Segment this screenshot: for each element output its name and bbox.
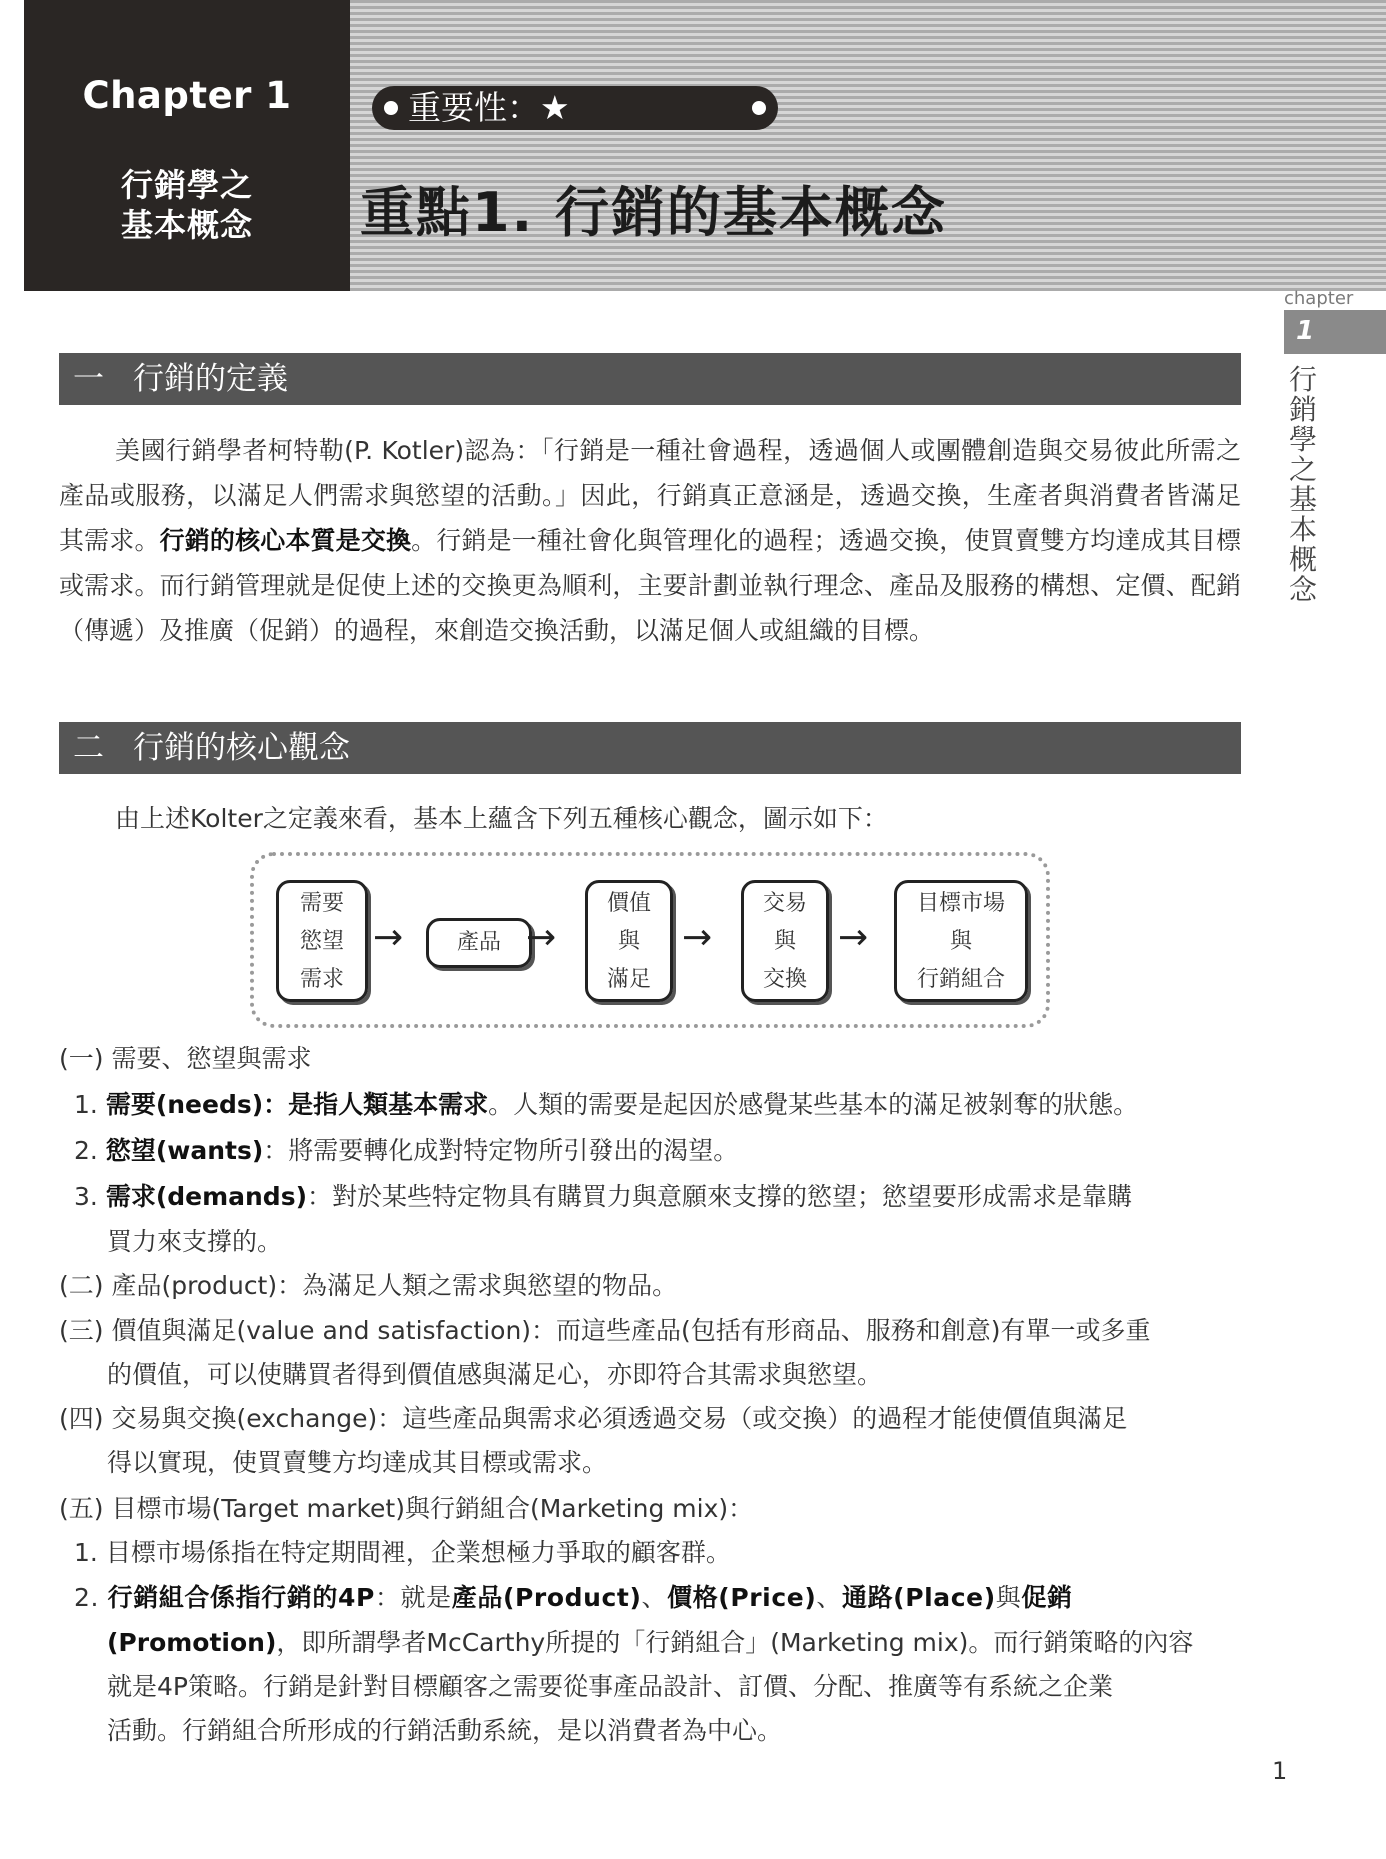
header-stripes xyxy=(350,0,1386,291)
term-bold: 行銷組合係指行銷的4P xyxy=(107,1583,375,1612)
page-number: 1 xyxy=(1272,1757,1288,1785)
term-bold: 慾望(wants) xyxy=(105,1136,264,1165)
term-bold: 價格(Price) xyxy=(667,1583,817,1612)
item-value-cont: 的價值，可以使購買者得到價值感與滿足心，亦即符合其需求與慾望。 xyxy=(107,1360,883,1389)
diagram-box-line: 價值 xyxy=(606,891,651,916)
term-bold: 需要(needs)：是指人類基本需求 xyxy=(105,1090,489,1119)
definition-paragraph xyxy=(59,428,1241,653)
bullet-dot-icon xyxy=(384,101,398,115)
diagram-box-exchange xyxy=(741,880,829,1002)
diagram-box-value xyxy=(585,880,673,1002)
chapter-title-line2: 基本概念 xyxy=(120,206,253,244)
diagram-box-line: 交易 xyxy=(762,891,807,916)
arrow-right-icon: → xyxy=(373,917,404,958)
diagram-box-line: 慾望 xyxy=(299,929,344,954)
term-desc: 、 xyxy=(816,1583,842,1612)
term-desc: 、 xyxy=(641,1583,668,1612)
definition-emphasis: 行銷的核心本質是交換 xyxy=(159,526,412,555)
term-desc: 與 xyxy=(995,1583,1022,1612)
diagram-box-needs xyxy=(276,880,368,1002)
diagram-box-line: 交換 xyxy=(762,967,807,992)
diagram-box-product xyxy=(426,918,532,968)
chapter-label: Chapter 1 xyxy=(82,74,292,117)
term-desc: 目標市場係指在特定期間裡，企業想極力爭取的顧客群。 xyxy=(105,1538,731,1567)
section-number: 一 xyxy=(73,361,104,397)
term-bold: 產品(Product) xyxy=(451,1583,642,1612)
side-tab-title: 行銷學之基本概念 xyxy=(1288,363,1317,606)
list-number: 1. xyxy=(74,1538,98,1567)
definition-text: 美國行銷學者柯特勒(P. Kotler)認為：「行銷是一種社會過程，透過個人或團體創造與交易彼此所需之產品或服務，以滿足人們需求與慾望的活動。」因此，行銷真正意涵是，透過交換，生產者與消費者皆滿足其需求。 xyxy=(59,436,1241,555)
item-exchange-cont: 得以實現，使買賣雙方均達成其目標或需求。 xyxy=(107,1448,608,1477)
term-desc: 。人類的需要是起因於感覺某些基本的滿足被剝奪的狀態。 xyxy=(488,1090,1139,1119)
item-exchange: (四) 交易與交換(exchange)：這些產品與需求必須透過交易（或交換）的過程才能使價值與滿足 xyxy=(59,1404,1128,1433)
list-number: 2. xyxy=(74,1583,100,1612)
section-header-core-concepts xyxy=(59,722,1241,774)
core-concepts-diagram xyxy=(250,852,1050,1028)
core-concepts-intro: 由上述Kolter之定義來看，基本上蘊含下列五種核心觀念，圖示如下： xyxy=(115,804,888,833)
list-number: 1. xyxy=(74,1090,98,1119)
section-title: 行銷的核心觀念 xyxy=(133,730,350,766)
diagram-box-line: 與 xyxy=(949,929,972,954)
diagram-box-line: 與 xyxy=(773,929,796,954)
diagram-box-line: 需要 xyxy=(299,891,344,916)
diagram-box-line: 目標市場 xyxy=(916,891,1005,916)
item-needs-3 xyxy=(74,1175,1132,1219)
item-needs-3-cont: 買力來支撐的。 xyxy=(107,1227,283,1256)
arrow-right-icon: → xyxy=(526,917,557,958)
term-desc: ：就是 xyxy=(374,1583,452,1612)
page-title: 重點1. 行銷的基本概念 xyxy=(360,181,947,244)
item-target-market-2 xyxy=(74,1576,1073,1620)
importance-text: 重要性：★ xyxy=(408,88,570,127)
term-desc: ：對於某些特定物具有購買力與意願來支撐的慾望；慾望要形成需求是靠購 xyxy=(307,1182,1133,1211)
section-header-definition xyxy=(59,353,1241,405)
term-bold: 促銷 xyxy=(1021,1583,1073,1612)
list-number: 2. xyxy=(74,1136,98,1165)
item-target-market-2-line2 xyxy=(107,1621,1193,1665)
item-needs-2 xyxy=(74,1129,738,1173)
diagram-box-line: 與 xyxy=(617,929,640,954)
term-bold: 通路(Place) xyxy=(841,1583,996,1612)
term-bold: (Promotion) xyxy=(107,1628,277,1657)
item-target-market-1 xyxy=(74,1531,731,1575)
item-target-market-2-line3: 就是4P策略。行銷是針對目標顧客之需要從事產品設計、訂價、分配、推廣等有系統之企業 xyxy=(107,1672,1113,1701)
chapter-block xyxy=(24,0,350,291)
item-target-market-heading: (五) 目標市場(Target market)與行銷組合(Marketing mix)： xyxy=(59,1494,754,1523)
term-desc: ：將需要轉化成對特定物所引發出的渴望。 xyxy=(263,1136,739,1165)
side-tab-number: 1 xyxy=(1296,316,1315,346)
term-desc: ，即所謂學者McCarthy所提的「行銷組合」(Marketing mix)。而行銷策略的內容 xyxy=(276,1628,1194,1657)
arrow-right-icon: → xyxy=(838,917,869,958)
side-tab-chapter-label: chapter xyxy=(1284,288,1354,309)
chapter-title-line1: 行銷學之 xyxy=(120,166,253,204)
diagram-box-target-market xyxy=(894,880,1028,1002)
list-number: 3. xyxy=(74,1182,98,1211)
arrow-right-icon: → xyxy=(682,917,713,958)
item-product: (二) 產品(product)：為滿足人類之需求與慾望的物品。 xyxy=(59,1271,678,1300)
bullet-dot-icon xyxy=(752,101,766,115)
diagram-box-line: 產品 xyxy=(456,930,501,955)
diagram-box-line: 需求 xyxy=(299,967,344,992)
definition-text-cont: 。行銷是一種社會化與管理化的過程；透過交換，使買賣雙方均達成其目標或需求。而行銷管理就是促使上述的交換更為順利，主要計劃並執行理念、產品及服務的構想、定價、配銷（傳遞）及推廣（促銷）的過程，來創造交換活動，以滿足個人或組織的目標。 xyxy=(59,526,1241,645)
item-target-market-2-line4: 活動。行銷組合所形成的行銷活動系統，是以消費者為中心。 xyxy=(107,1716,783,1745)
importance-badge xyxy=(372,86,778,130)
item-value: (三) 價值與滿足(value and satisfaction)：而這些產品(包括有形商品、服務和創意)有單一或多重 xyxy=(59,1316,1151,1345)
section-title: 行銷的定義 xyxy=(133,361,288,397)
term-bold: 需求(demands) xyxy=(105,1182,308,1211)
diagram-box-line: 滿足 xyxy=(606,967,651,992)
section-number: 二 xyxy=(73,730,104,766)
item-needs-1 xyxy=(74,1083,1138,1127)
diagram-box-line: 行銷組合 xyxy=(916,967,1005,992)
side-tab-number-box xyxy=(1284,310,1386,354)
item-needs-heading: (一) 需要、慾望與需求 xyxy=(59,1044,312,1073)
